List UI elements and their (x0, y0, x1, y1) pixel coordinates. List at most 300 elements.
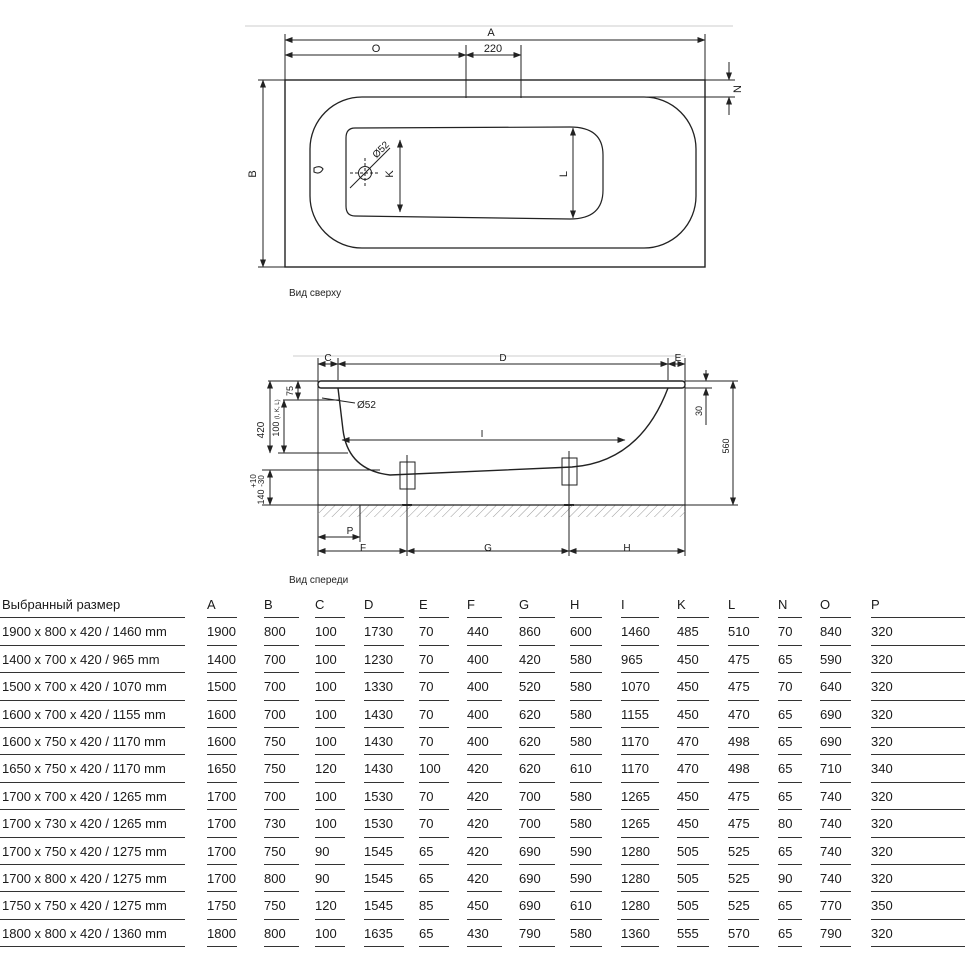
table-cell-underline (519, 864, 555, 865)
table-cell: 1430 (364, 761, 393, 777)
table-row (0, 620, 970, 647)
table-header-cell: Выбранный размер (2, 597, 121, 612)
table-cell-underline (467, 672, 502, 673)
table-cell-underline (728, 617, 759, 618)
table-cell-underline (207, 809, 237, 810)
table-cell: 740 (820, 788, 842, 804)
dim-label-k: K (384, 170, 396, 178)
table-cell: 70 (419, 651, 434, 667)
table-cell: 1360 (621, 925, 650, 941)
table-cell: 320 (871, 706, 893, 722)
table-cell: 1750 (207, 898, 236, 914)
table-cell-underline (621, 891, 659, 892)
dim-label-f: F (359, 543, 367, 554)
table-cell: 750 (264, 843, 286, 859)
table-cell-underline (0, 645, 185, 646)
table-cell: 85 (419, 898, 434, 914)
table-cell-underline (207, 919, 237, 920)
table-cell-underline (778, 700, 802, 701)
table-cell: 450 (677, 706, 699, 722)
table-cell: 700 (264, 706, 286, 722)
table-cell: 65 (419, 925, 434, 941)
table-cell: 580 (570, 816, 592, 832)
table-cell: 498 (728, 733, 750, 749)
table-cell: 610 (570, 898, 592, 914)
table-cell: 65 (778, 706, 793, 722)
table-cell-underline (871, 700, 965, 701)
table-cell: 120 (315, 761, 337, 777)
table-cell-underline (207, 891, 237, 892)
table-cell-underline (871, 919, 965, 920)
table-cell: 100 (315, 706, 337, 722)
table-cell-underline (364, 782, 404, 783)
table-cell-underline (315, 864, 345, 865)
table-cell-underline (621, 782, 659, 783)
table-cell-underline (728, 946, 759, 947)
table-cell-underline (621, 837, 659, 838)
table-cell: 400 (467, 651, 489, 667)
table-cell-underline (467, 864, 502, 865)
table-cell-underline (677, 919, 709, 920)
table-cell-underline (364, 946, 404, 947)
table-cell-underline (570, 727, 602, 728)
dim-label-100: 100 (I, K, L) (271, 399, 281, 437)
table-cell-underline (364, 672, 404, 673)
top-view-drawing (0, 0, 970, 300)
dim-label-e: E (674, 353, 682, 364)
table-cell-underline (570, 617, 602, 618)
table-cell: 65 (778, 925, 793, 941)
table-cell: 620 (519, 706, 541, 722)
table-cell-underline (728, 864, 759, 865)
dim-label-g: G (484, 543, 492, 554)
table-cell: 750 (264, 733, 286, 749)
table-cell-underline (871, 891, 965, 892)
table-cell-underline (264, 700, 299, 701)
table-cell: 320 (871, 843, 893, 859)
table-cell: 1330 (364, 679, 393, 695)
table-cell: 580 (570, 925, 592, 941)
table-cell-underline (0, 891, 185, 892)
table-cell: 90 (315, 870, 330, 886)
table-cell: 1600 x 700 x 420 / 1155 mm (2, 706, 166, 722)
table-cell-underline (871, 645, 965, 646)
table-header-cell: F (467, 597, 475, 612)
table-cell-underline (778, 727, 802, 728)
table-cell: 1430 (364, 706, 393, 722)
table-cell-underline (570, 645, 602, 646)
table-cell-underline (677, 617, 709, 618)
table-cell-underline (315, 837, 345, 838)
table-cell-underline (519, 891, 555, 892)
table-cell: 555 (677, 925, 699, 941)
table-cell-underline (728, 672, 759, 673)
table-cell: 690 (820, 733, 842, 749)
size-table (0, 593, 970, 949)
dim-label-c: C (324, 353, 332, 364)
table-cell-underline (419, 837, 449, 838)
dim-label-560: 560 (721, 438, 731, 454)
table-cell: 100 (315, 816, 337, 832)
table-cell: 65 (778, 761, 793, 777)
table-cell: 590 (570, 870, 592, 886)
table-cell: 1650 (207, 761, 236, 777)
table-cell: 65 (419, 843, 434, 859)
table-cell-underline (519, 617, 555, 618)
table-cell-underline (570, 864, 602, 865)
table-cell: 100 (315, 733, 337, 749)
table-cell-underline (467, 617, 502, 618)
table-header-cell: P (871, 597, 880, 612)
table-cell-underline (570, 891, 602, 892)
table-cell: 70 (419, 706, 434, 722)
table-cell-underline (0, 754, 185, 755)
table-cell: 700 (264, 788, 286, 804)
table-cell-underline (467, 700, 502, 701)
table-cell-underline (677, 809, 709, 810)
table-cell-underline (677, 837, 709, 838)
table-cell: 1700 x 700 x 420 / 1265 mm (2, 788, 167, 804)
dim-label-diameter-front: Ø52 (357, 400, 376, 411)
table-cell-underline (0, 919, 185, 920)
table-cell: 65 (778, 788, 793, 804)
table-cell: 620 (519, 761, 541, 777)
table-cell: 590 (570, 843, 592, 859)
table-cell-underline (264, 864, 299, 865)
table-cell: 505 (677, 898, 699, 914)
table-cell-underline (419, 754, 449, 755)
table-cell: 570 (728, 925, 750, 941)
table-cell-underline (419, 919, 449, 920)
table-cell: 1265 (621, 788, 650, 804)
table-cell-underline (364, 700, 404, 701)
table-cell: 1070 (621, 679, 650, 695)
table-cell: 800 (264, 870, 286, 886)
table-cell-underline (264, 727, 299, 728)
table-cell: 740 (820, 843, 842, 859)
table-cell-underline (419, 727, 449, 728)
table-cell: 1700 (207, 843, 236, 859)
table-cell: 420 (467, 761, 489, 777)
table-cell: 320 (871, 925, 893, 941)
table-cell-underline (519, 782, 555, 783)
table-cell: 1400 (207, 651, 236, 667)
table-cell: 100 (315, 624, 337, 640)
table-cell-underline (207, 946, 237, 947)
table-cell-underline (621, 645, 659, 646)
dim-label-plus10: +10 (249, 474, 258, 488)
table-cell-underline (364, 809, 404, 810)
table-cell-underline (871, 754, 965, 755)
table-cell-underline (467, 645, 502, 646)
table-cell: 790 (519, 925, 541, 941)
table-header-cell: O (820, 597, 831, 612)
table-cell: 620 (519, 733, 541, 749)
table-cell-underline (778, 645, 802, 646)
table-cell: 320 (871, 679, 893, 695)
table-cell: 350 (871, 898, 893, 914)
table-cell-underline (728, 727, 759, 728)
table-cell: 430 (467, 925, 489, 941)
table-cell-underline (364, 645, 404, 646)
table-cell-underline (778, 919, 802, 920)
table-cell-underline (778, 672, 802, 673)
table-cell-underline (519, 837, 555, 838)
table-cell-underline (778, 946, 802, 947)
dim-label-l: L (558, 170, 570, 178)
table-cell: 1600 (207, 733, 236, 749)
table-cell: 740 (820, 816, 842, 832)
table-cell: 1170 (621, 761, 649, 777)
table-cell-underline (820, 672, 851, 673)
table-row (0, 703, 970, 730)
table-cell: 580 (570, 679, 592, 695)
table-cell: 1650 x 750 x 420 / 1170 mm (2, 761, 166, 777)
table-cell: 640 (820, 679, 842, 695)
table-cell-underline (364, 891, 404, 892)
table-cell-underline (728, 891, 759, 892)
table-cell: 450 (677, 679, 699, 695)
table-cell-underline (264, 946, 299, 947)
table-cell-underline (419, 617, 449, 618)
table-cell-underline (570, 946, 602, 947)
table-cell-underline (364, 617, 404, 618)
table-cell-underline (0, 782, 185, 783)
table-cell-underline (677, 700, 709, 701)
table-header-cell: E (419, 597, 428, 612)
table-cell: 70 (778, 624, 793, 640)
table-cell: 730 (264, 816, 286, 832)
table-cell-underline (820, 809, 851, 810)
table-cell: 1230 (364, 651, 393, 667)
table-header-cell: I (621, 597, 625, 612)
table-cell-underline (207, 617, 237, 618)
table-cell-underline (778, 782, 802, 783)
table-cell-underline (519, 727, 555, 728)
table-cell-underline (519, 919, 555, 920)
table-cell-underline (207, 672, 237, 673)
dim-label-140: 140 (256, 489, 266, 505)
table-row (0, 785, 970, 812)
table-cell-underline (364, 754, 404, 755)
table-cell: 1800 (207, 925, 236, 941)
table-cell: 1155 (621, 706, 649, 722)
table-cell-underline (570, 782, 602, 783)
table-cell: 498 (728, 761, 750, 777)
table-row (0, 840, 970, 867)
dim-label-h: H (623, 543, 631, 554)
table-cell-underline (621, 754, 659, 755)
table-cell: 400 (467, 706, 489, 722)
table-cell: 475 (728, 679, 750, 695)
table-cell-underline (0, 700, 185, 701)
table-cell: 450 (677, 788, 699, 804)
table-cell-underline (207, 837, 237, 838)
table-cell-underline (778, 809, 802, 810)
table-cell: 420 (467, 870, 489, 886)
table-cell-underline (871, 672, 965, 673)
table-cell-underline (728, 919, 759, 920)
table-cell-underline (315, 782, 345, 783)
table-cell: 1700 x 800 x 420 / 1275 mm (2, 870, 167, 886)
table-cell: 690 (519, 898, 541, 914)
table-cell-underline (315, 891, 345, 892)
table-cell: 525 (728, 898, 750, 914)
table-cell-underline (519, 700, 555, 701)
table-cell-underline (677, 864, 709, 865)
table-cell-underline (519, 645, 555, 646)
table-cell-underline (519, 754, 555, 755)
table-cell: 580 (570, 706, 592, 722)
table-cell-underline (677, 891, 709, 892)
table-header-cell: K (677, 597, 686, 612)
table-cell-underline (264, 809, 299, 810)
table-cell-underline (778, 891, 802, 892)
table-cell: 420 (467, 843, 489, 859)
table-cell: 1545 (364, 843, 393, 859)
table-row (0, 757, 970, 784)
table-cell-underline (264, 782, 299, 783)
table-row (0, 648, 970, 675)
table-cell: 90 (778, 870, 793, 886)
table-cell-underline (419, 864, 449, 865)
table-cell-underline (570, 700, 602, 701)
table-header-cell: H (570, 597, 580, 612)
table-cell: 1280 (621, 898, 650, 914)
table-cell: 1700 (207, 816, 236, 832)
table-cell-underline (467, 809, 502, 810)
table-cell: 690 (519, 870, 541, 886)
table-cell-underline (315, 754, 345, 755)
table-cell: 700 (519, 816, 541, 832)
table-cell: 485 (677, 624, 699, 640)
table-cell-underline (419, 672, 449, 673)
table-cell: 510 (728, 624, 750, 640)
table-cell: 475 (728, 788, 750, 804)
table-cell-underline (207, 864, 237, 865)
table-cell-underline (467, 727, 502, 728)
table-cell-underline (570, 919, 602, 920)
table-cell: 100 (315, 679, 337, 695)
table-cell-underline (778, 617, 802, 618)
table-cell: 505 (677, 843, 699, 859)
table-cell: 340 (871, 761, 893, 777)
table-cell-underline (820, 727, 851, 728)
table-cell: 420 (467, 816, 489, 832)
table-cell: 1800 x 800 x 420 / 1360 mm (2, 925, 167, 941)
table-cell-underline (621, 864, 659, 865)
table-cell: 1750 x 750 x 420 / 1275 mm (2, 898, 167, 914)
table-row (0, 812, 970, 839)
table-cell-underline (419, 782, 449, 783)
table-cell: 1700 x 750 x 420 / 1275 mm (2, 843, 167, 859)
table-cell-underline (364, 727, 404, 728)
table-cell: 1500 x 700 x 420 / 1070 mm (2, 679, 167, 695)
table-cell-underline (871, 809, 965, 810)
table-cell-underline (0, 617, 185, 618)
table-cell-underline (315, 919, 345, 920)
table-cell-underline (364, 864, 404, 865)
table-cell-underline (467, 946, 502, 947)
table-cell-underline (621, 809, 659, 810)
table-cell: 590 (820, 651, 842, 667)
table-cell: 610 (570, 761, 592, 777)
table-cell-underline (728, 782, 759, 783)
table-cell: 320 (871, 788, 893, 804)
table-cell-underline (315, 946, 345, 947)
table-cell-underline (467, 782, 502, 783)
table-cell: 70 (778, 679, 793, 695)
table-header-cell: C (315, 597, 325, 612)
table-row (0, 675, 970, 702)
table-cell-underline (621, 919, 659, 920)
table-cell: 65 (778, 898, 793, 914)
table-cell-underline (871, 864, 965, 865)
table-cell: 1400 x 700 x 420 / 965 mm (2, 651, 160, 667)
table-cell-underline (207, 645, 237, 646)
dim-label-o: O (371, 43, 381, 55)
table-cell-underline (570, 754, 602, 755)
table-cell: 450 (677, 651, 699, 667)
table-cell: 1460 (621, 624, 650, 640)
table-cell-underline (871, 727, 965, 728)
table-cell: 70 (419, 788, 434, 804)
table-cell-underline (207, 727, 237, 728)
table-cell: 80 (778, 816, 793, 832)
table-cell-underline (820, 645, 851, 646)
table-cell: 1545 (364, 898, 393, 914)
table-cell: 65 (419, 870, 434, 886)
dim-label-420: 420 (256, 421, 267, 439)
table-cell: 1900 (207, 624, 236, 640)
table-cell-underline (207, 700, 237, 701)
table-cell-underline (0, 837, 185, 838)
table-cell-underline (728, 754, 759, 755)
table-cell-underline (519, 946, 555, 947)
table-cell-underline (264, 919, 299, 920)
table-cell-underline (677, 946, 709, 947)
table-cell: 965 (621, 651, 643, 667)
table-cell: 1280 (621, 870, 650, 886)
table-cell-underline (728, 837, 759, 838)
table-cell-underline (677, 782, 709, 783)
table-cell: 475 (728, 816, 750, 832)
table-cell-underline (264, 672, 299, 673)
table-cell: 840 (820, 624, 842, 640)
table-cell-underline (467, 891, 502, 892)
table-cell: 790 (820, 925, 842, 941)
table-cell-underline (778, 864, 802, 865)
table-cell: 700 (519, 788, 541, 804)
table-cell-underline (820, 946, 851, 947)
table-cell: 100 (315, 651, 337, 667)
table-cell: 320 (871, 624, 893, 640)
table-cell: 505 (677, 870, 699, 886)
table-cell: 100 (315, 788, 337, 804)
table-cell-underline (315, 809, 345, 810)
table-cell-underline (519, 672, 555, 673)
table-cell-underline (0, 672, 185, 673)
table-cell: 520 (519, 679, 541, 695)
table-cell-underline (778, 837, 802, 838)
table-cell: 580 (570, 651, 592, 667)
table-cell-underline (820, 782, 851, 783)
table-cell-underline (419, 809, 449, 810)
table-cell-underline (0, 946, 185, 947)
table-cell-underline (820, 891, 851, 892)
table-cell-underline (820, 864, 851, 865)
table-cell-underline (364, 919, 404, 920)
